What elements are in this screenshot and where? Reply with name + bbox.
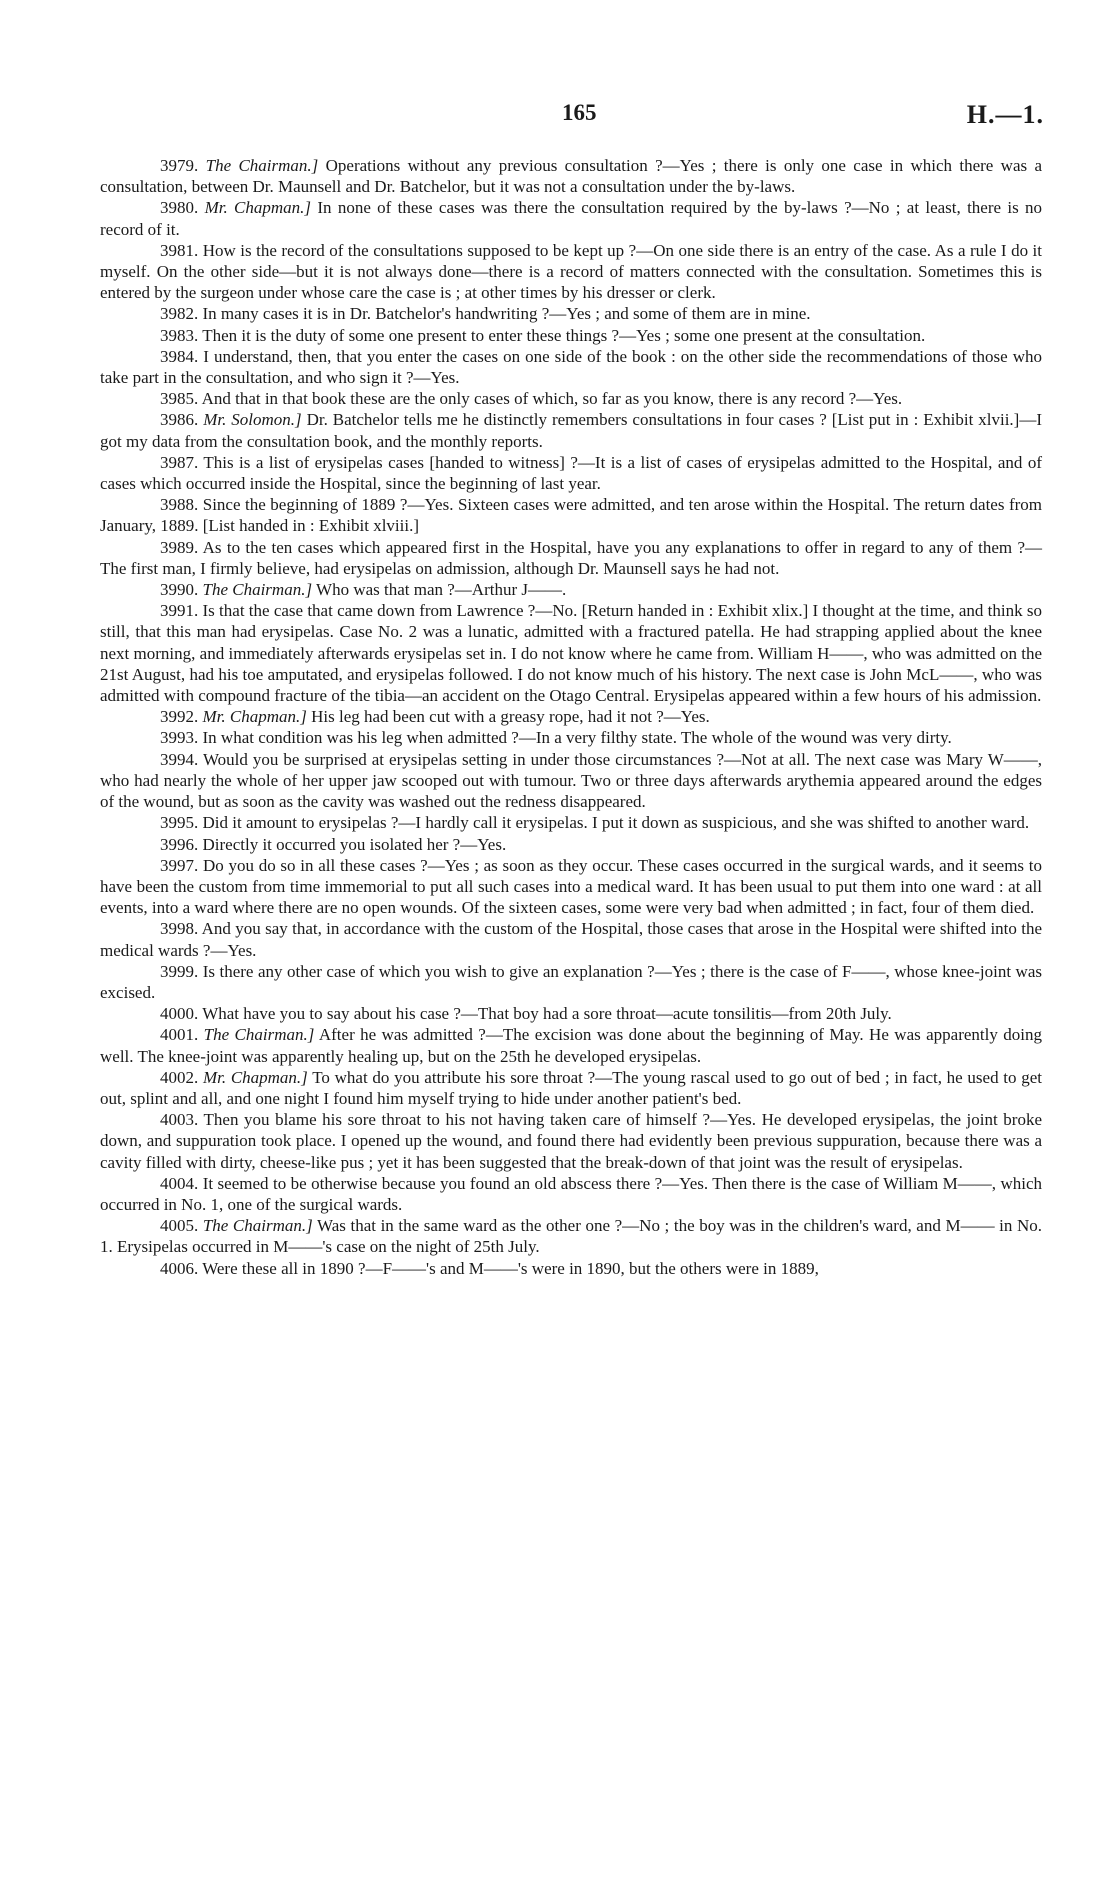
evidence-paragraph: [100, 1003, 1042, 1024]
question-answer-text: And that in that book these are the only cases of which, so far as you know, there is any record ?—Yes.: [201, 389, 903, 409]
question-answer-text: Since the beginning of 1889 ?—Yes. Sixteen cases were admitted, and ten arose within the Hospital. The return dates from January, 1889. [List handed in : Exhibit xlviii.]: [100, 495, 1042, 536]
question-number: 3980.: [160, 198, 199, 218]
question-number: 3992.: [160, 707, 199, 727]
question-number: 3991.: [160, 601, 199, 621]
evidence-paragraph: [100, 388, 1042, 409]
question-number: 3989.: [160, 537, 199, 557]
evidence-paragraph: [100, 749, 1042, 813]
question-number: 3984.: [160, 346, 199, 366]
question-number: 3999.: [160, 961, 199, 981]
question-number: 3987.: [160, 452, 199, 472]
evidence-paragraph: [100, 600, 1042, 706]
question-answer-text: This is a list of erysipelas cases [handed to witness] ?—It is a list of cases of erysipelas admitted to the Hospital, and of cases which occurred inside the Hospital, since the beginning of last year.: [100, 452, 1042, 494]
question-answer-text: Is that the case that came down from Lawrence ?—No. [Return handed in : Exhibit xlix.] I thought at the time, and think so still, that this man had erysipelas. Case No. 2 was a lunatic, admitted with a fractured patella. He had strapping applied about the knee next morning, and immediately afterwards erysipelas set in. I do not know where he came from. William H——, who was admitted on the 21st August, had his toe amputated, and erysipelas followed. I do not know much of his history. The next case is John McL——, who was admitted with compound fracture of the tibia—an accident on the Otago Central. Erysipelas appeared within a few hours of his admission.: [100, 601, 1043, 706]
evidence-paragraph: [100, 452, 1042, 494]
evidence-paragraph: [100, 855, 1042, 919]
question-number: 3983.: [160, 325, 199, 345]
question-number: 3994.: [160, 749, 199, 769]
question-answer-text: Dr. Batchelor tells me he distinctly remembers consultations in four cases ? [List put in : Exhibit xlvii.]—I got my data from the consultation book, and the monthly reports.: [100, 410, 1042, 451]
question-number: 3998.: [160, 919, 199, 939]
question-answer-text: As to the ten cases which appeared first in the Hospital, have you any explanations to offer in regard to any of them ?—The first man, I firmly believe, had erysipelas on admission, although Dr. Maunsell says he had not.: [100, 537, 1043, 578]
document-id: H.—1.: [966, 100, 1044, 129]
question-number: 3981.: [160, 240, 199, 260]
speaker-name: Mr. Chapman.]: [202, 707, 307, 727]
question-answer-text: How is the record of the consultations supposed to be kept up ?—On one side there is an entry of the case. As a rule I do it myself. On the other side—but it is not always done—there is a record of matters connected with the consultation. Sometimes this is entered by the surgeon under whose care the case is ; at other times by his dresser or clerk.: [100, 240, 1043, 303]
evidence-paragraph: [100, 240, 1042, 304]
question-number: 3979.: [160, 156, 199, 175]
question-answer-text: In many cases it is in Dr. Batchelor's handwriting ?—Yes ; and some of them are in mine.: [202, 304, 811, 324]
evidence-paragraph: [100, 1067, 1042, 1109]
page-number: 165: [562, 100, 597, 125]
evidence-paragraph: [100, 1258, 1042, 1279]
question-answer-text: His leg had been cut with a greasy rope, had it not ?—Yes.: [306, 707, 710, 727]
minutes-of-evidence: [100, 155, 1042, 1279]
question-answer-text: Then you blame his sore throat to his not having taken care of himself ?—Yes. He developed erysipelas, the joint broke down, and suppuration took place. I opened up the wound, and found there had evidently been previous suppuration, because there was a cavity filled with dirty, cheese-like pus ; yet it has been suggested that the break-down of that joint was the result of erysipelas.: [100, 1110, 1042, 1172]
evidence-paragraph: [100, 155, 1042, 197]
evidence-paragraph: [100, 197, 1042, 239]
evidence-paragraph: [100, 834, 1042, 855]
question-number: 3993.: [160, 728, 199, 748]
evidence-paragraph: [100, 494, 1042, 536]
speaker-name: Mr. Solomon.]: [203, 410, 302, 430]
question-number: 4000.: [160, 1004, 199, 1024]
question-answer-text: After he was admitted ?—The excision was done about the beginning of May. He was apparently doing well. The knee-joint was apparently healing up, but on the 25th he developed erysipelas.: [100, 1025, 1043, 1066]
evidence-paragraph: [100, 918, 1042, 960]
question-answer-text: Were these all in 1890 ?—F——'s and M——'s were in 1890, but the others were in 1889,: [202, 1258, 819, 1278]
speaker-name: The Chairman.]: [203, 1025, 315, 1045]
speaker-name: Mr. Chapman.]: [204, 198, 312, 218]
question-number: 3986.: [160, 410, 199, 430]
evidence-paragraph: [100, 706, 1042, 727]
evidence-paragraph: [100, 1173, 1042, 1215]
question-answer-text: Then it is the duty of some one present to enter these things ?—Yes ; some one present at the consultation.: [202, 325, 926, 345]
question-number: 4001.: [160, 1025, 199, 1045]
speaker-name: Mr. Chapman.]: [202, 1067, 308, 1087]
speaker-name: The Chairman.]: [202, 580, 313, 600]
question-number: 3997.: [160, 855, 199, 875]
evidence-paragraph: [100, 812, 1042, 833]
evidence-paragraph: [100, 303, 1042, 324]
question-number: 3996.: [160, 834, 199, 854]
evidence-paragraph: [100, 346, 1042, 388]
question-answer-text: Do you do so in all these cases ?—Yes ; as soon as they occur. These cases occurred in the surgical wards, and it seems to have been the custom from time immemorial to put all such cases into a medical ward. It has been usual to put them into one ward : at all events, into a ward where there are no open wounds. Of the sixteen cases, some were very bad when admitted ; in fact, four of them died.: [100, 855, 1043, 918]
question-answer-text: Operations without any previous consultation ?—Yes ; there is only one case in which there was a consultation, between Dr. Maunsell and Dr. Batchelor, but it was not a consultation under the by-laws.: [100, 156, 1043, 197]
question-answer-text: To what do you attribute his sore throat ?—The young rascal used to go out of bed ; in fact, he used to get out, splint and all, and one night I found him myself trying to hide under another patient's bed.: [100, 1067, 1043, 1108]
question-answer-text: In none of these cases was there the consultation required by the by-laws ?—No ; at least, there is no record of it.: [100, 198, 1043, 239]
question-number: 4004.: [160, 1173, 199, 1193]
question-answer-text: What have you to say about his case ?—That boy had a sore throat—acute tonsilitis—from 20th July.: [202, 1004, 892, 1024]
question-answer-text: Did it amount to erysipelas ?—I hardly call it erysipelas. I put it down as suspicious, and she was shifted to another ward.: [202, 813, 1030, 833]
evidence-paragraph: [100, 1215, 1042, 1257]
evidence-paragraph: [100, 1024, 1042, 1066]
speaker-name: The Chairman.]: [205, 156, 319, 175]
evidence-paragraph: [100, 727, 1042, 748]
question-number: 3990.: [160, 580, 199, 600]
question-answer-text: Directly it occurred you isolated her ?—Yes.: [202, 834, 507, 854]
question-answer-text: Who was that man ?—Arthur J——.: [312, 580, 567, 600]
question-answer-text: I understand, then, that you enter the cases on one side of the book : on the other side the recommendations of those who take part in the consultation, and who sign it ?—Yes.: [100, 346, 1043, 388]
question-number: 4006.: [160, 1258, 199, 1278]
question-answer-text: Would you be surprised at erysipelas setting in under those circumstances ?—Not at all. The next case was Mary W——, who had nearly the whole of her upper jaw scooped out with tumour. Two or three days afterwards arythemia appeared around the edges of the wound, but as soon as the cavity was washed out the redness disappeared.: [100, 749, 1042, 812]
question-number: 4003.: [160, 1110, 199, 1130]
question-number: 4005.: [160, 1216, 199, 1236]
evidence-paragraph: [100, 325, 1042, 346]
question-number: 3988.: [160, 495, 199, 515]
question-answer-text: It seemed to be otherwise because you found an old abscess there ?—Yes. Then there is the case of William M——, which occurred in No. 1, one of the surgical wards.: [100, 1173, 1043, 1214]
question-answer-text: In what condition was his leg when admitted ?—In a very filthy state. The whole of the wound was very dirty.: [202, 728, 952, 748]
evidence-paragraph: [100, 1109, 1042, 1173]
evidence-paragraph: [100, 537, 1042, 579]
page-header: [0, 100, 1114, 134]
question-answer-text: Is there any other case of which you wish to give an explanation ?—Yes ; there is the case of F——, whose knee-joint was excised.: [100, 961, 1042, 1002]
evidence-paragraph: [100, 961, 1042, 1003]
question-number: 4002.: [160, 1067, 199, 1087]
question-answer-text: And you say that, in accordance with the custom of the Hospital, those cases that arose in the Hospital were shifted into the medical wards ?—Yes.: [100, 919, 1042, 960]
evidence-paragraph: [100, 579, 1042, 600]
speaker-name: The Chairman.]: [202, 1216, 313, 1236]
question-answer-text: Was that in the same ward as the other one ?—No ; the boy was in the children's ward, and M—— in No. 1. Erysipelas occurred in M——'s case on the night of 25th July.: [100, 1216, 1042, 1257]
evidence-paragraph: [100, 409, 1042, 451]
question-number: 3985.: [160, 389, 199, 409]
question-number: 3982.: [160, 304, 199, 324]
question-number: 3995.: [160, 813, 199, 833]
